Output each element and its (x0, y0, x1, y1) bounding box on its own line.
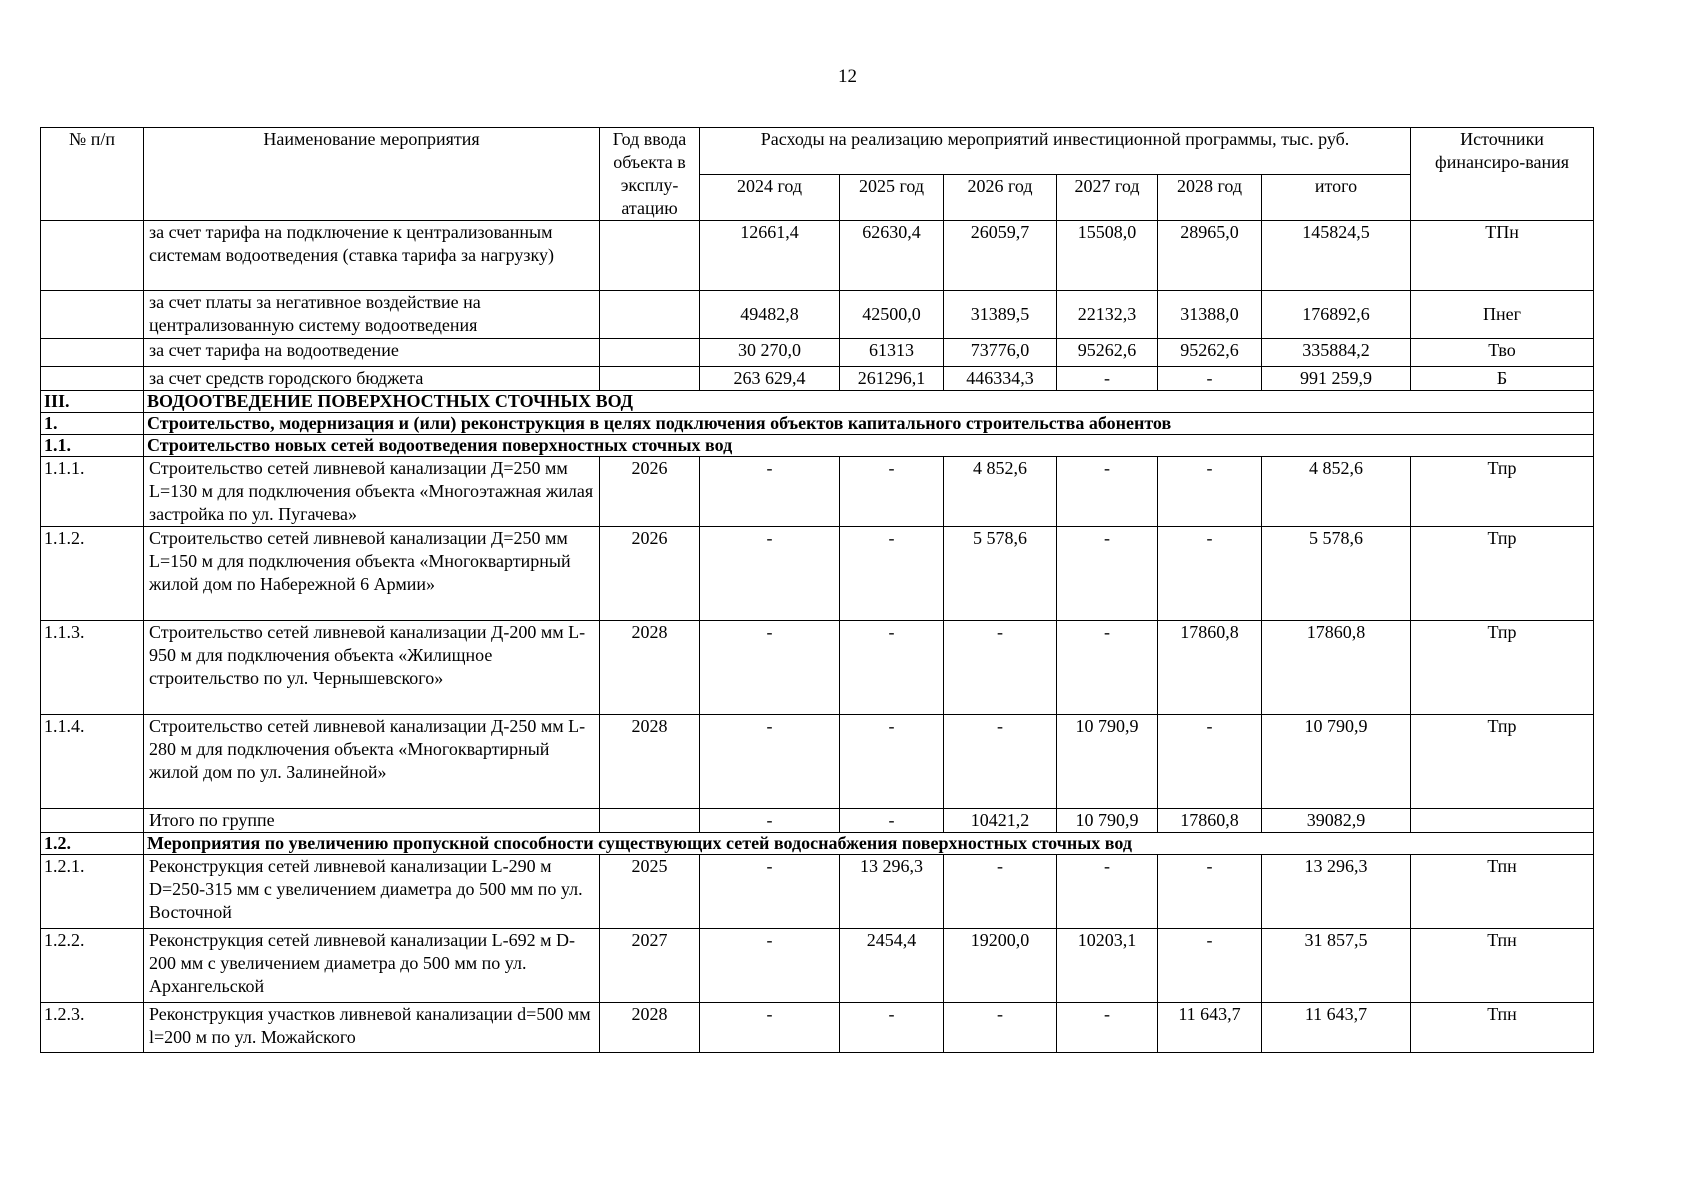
cell-total: 176892,6 (1262, 291, 1411, 339)
total-value: 10421,2 (944, 809, 1057, 833)
cell-value: 28965,0 (1158, 221, 1262, 291)
table-row (41, 715, 1594, 809)
cell-value: 263 629,4 (700, 367, 840, 391)
cell-name: за счет средств городского бюджета (144, 367, 600, 391)
cell-source: Б (1411, 367, 1594, 391)
cell-name: Реконструкция участков ливневой канализации d=500 мм l=200 м по ул. Можайского (144, 1003, 600, 1053)
group-total-row (41, 809, 1594, 833)
cell-value: - (700, 929, 840, 1003)
header-expenses: Расходы на реализацию мероприятий инвестиционной программы, тыс. руб. (700, 128, 1411, 175)
table-row (41, 621, 1594, 715)
cell-total: 4 852,6 (1262, 457, 1411, 527)
header-year-in: Год ввода объекта в эксплу-атацию (600, 128, 700, 221)
group-title: Мероприятия по увеличению пропускной способности существующих сетей водоснабжения поверхностных сточных вод (144, 833, 1594, 855)
cell-value: - (1158, 929, 1262, 1003)
cell-year: 2028 (600, 715, 700, 809)
cell-value: - (944, 1003, 1057, 1053)
group-num: 1.1. (41, 435, 144, 457)
header-year-2027: 2027 год (1057, 174, 1158, 221)
total-value: 39082,9 (1262, 809, 1411, 833)
cell-total: 17860,8 (1262, 621, 1411, 715)
cell-value: 446334,3 (944, 367, 1057, 391)
total-value: 17860,8 (1158, 809, 1262, 833)
group-row (41, 435, 1594, 457)
cell-value: - (1057, 855, 1158, 929)
header-year-2025: 2025 год (840, 174, 944, 221)
group-title: Строительство новых сетей водоотведения поверхностных сточных вод (144, 435, 1594, 457)
cell-value: - (944, 855, 1057, 929)
cell-year (600, 221, 700, 291)
cell-name: за счет платы за негативное воздействие на централизованную систему водоотведения (144, 291, 600, 339)
cell-total: 5 578,6 (1262, 527, 1411, 621)
cell-value: 22132,3 (1057, 291, 1158, 339)
cell-name: за счет тарифа на водоотведение (144, 339, 600, 367)
cell-num: 1.2.2. (41, 929, 144, 1003)
cell-value: - (700, 621, 840, 715)
cell-value: - (1158, 367, 1262, 391)
cell-year: 2028 (600, 621, 700, 715)
cell-value: - (1057, 457, 1158, 527)
cell-source: Тпр (1411, 457, 1594, 527)
cell-total: 335884,2 (1262, 339, 1411, 367)
cell-value: 19200,0 (944, 929, 1057, 1003)
cell-value: 15508,0 (1057, 221, 1158, 291)
cell-value: - (1158, 457, 1262, 527)
cell-value: - (700, 527, 840, 621)
cell-value: 49482,8 (700, 291, 840, 339)
funding-row (41, 367, 1594, 391)
cell-num: 1.2.1. (41, 855, 144, 929)
cell-value: 11 643,7 (1158, 1003, 1262, 1053)
cell-value: 42500,0 (840, 291, 944, 339)
header-num: № п/п (41, 128, 144, 221)
cell-value: - (1158, 527, 1262, 621)
cell-value: 13 296,3 (840, 855, 944, 929)
cell-num (41, 291, 144, 339)
investment-program-table (40, 127, 1594, 1053)
cell-value: - (840, 1003, 944, 1053)
cell-total: 10 790,9 (1262, 715, 1411, 809)
cell-source: Тпр (1411, 527, 1594, 621)
cell-year: 2028 (600, 1003, 700, 1053)
cell-source: Тво (1411, 339, 1594, 367)
header-name: Наименование мероприятия (144, 128, 600, 221)
cell-num: 1.1.3. (41, 621, 144, 715)
cell-source: Пнег (1411, 291, 1594, 339)
section-num: III. (41, 391, 144, 413)
cell-value: - (944, 715, 1057, 809)
cell-year: 2026 (600, 527, 700, 621)
header-year-2028: 2028 год (1158, 174, 1262, 221)
cell-source: Тпн (1411, 855, 1594, 929)
header-total: итого (1262, 174, 1411, 221)
table-row (41, 929, 1594, 1003)
cell-value: 5 578,6 (944, 527, 1057, 621)
section-title: ВОДООТВЕДЕНИЕ ПОВЕРХНОСТНЫХ СТОЧНЫХ ВОД (144, 391, 1594, 413)
section-num: 1. (41, 413, 144, 435)
cell-year: 2026 (600, 457, 700, 527)
cell-num: 1.1.2. (41, 527, 144, 621)
section-row (41, 391, 1594, 413)
cell-value: - (840, 527, 944, 621)
cell-year (600, 367, 700, 391)
cell-name: Строительство сетей ливневой канализации Д-200 мм L-950 м для подключения объекта «Жилищное строительство по ул. Чернышевского» (144, 621, 600, 715)
cell-year (600, 291, 700, 339)
cell-year (600, 809, 700, 833)
header-row (41, 128, 1594, 175)
cell-value: 17860,8 (1158, 621, 1262, 715)
cell-value: 95262,6 (1158, 339, 1262, 367)
cell-year: 2027 (600, 929, 700, 1003)
cell-value: - (840, 457, 944, 527)
table-row (41, 1003, 1594, 1053)
page-number: 12 (838, 66, 857, 87)
cell-name: Строительство сетей ливневой канализации Д-250 мм L-280 м для подключения объекта «Многоквартирный жилой дом по ул. Залинейной» (144, 715, 600, 809)
table-row (41, 527, 1594, 621)
cell-name: Реконструкция сетей ливневой канализации L-692 м D-200 мм с увеличением диаметра до 500 мм по ул. Архангельской (144, 929, 600, 1003)
cell-value: - (1057, 527, 1158, 621)
cell-value: 26059,7 (944, 221, 1057, 291)
cell-source: Тпн (1411, 1003, 1594, 1053)
cell-total: 13 296,3 (1262, 855, 1411, 929)
cell-value: - (840, 621, 944, 715)
group-num: 1.2. (41, 833, 144, 855)
cell-num (41, 367, 144, 391)
cell-total: 11 643,7 (1262, 1003, 1411, 1053)
cell-value: 61313 (840, 339, 944, 367)
cell-value: 12661,4 (700, 221, 840, 291)
cell-name: за счет тарифа на подключение к централизованным системам водоотведения (ставка тарифа за нагрузку) (144, 221, 600, 291)
cell-source: Тпр (1411, 715, 1594, 809)
cell-value: 31388,0 (1158, 291, 1262, 339)
cell-value: - (944, 621, 1057, 715)
cell-value: - (700, 855, 840, 929)
cell-value: 10 790,9 (1057, 715, 1158, 809)
cell-num (41, 221, 144, 291)
cell-value: 30 270,0 (700, 339, 840, 367)
cell-num (41, 339, 144, 367)
cell-value: 62630,4 (840, 221, 944, 291)
cell-name: Строительство сетей ливневой канализации Д=250 мм L=130 м для подключения объекта «Многоэтажная жилая застройка по ул. Пугачева» (144, 457, 600, 527)
cell-num: 1.1.4. (41, 715, 144, 809)
cell-source: Тпн (1411, 929, 1594, 1003)
cell-source: ТПн (1411, 221, 1594, 291)
cell-value: - (1158, 715, 1262, 809)
cell-value: - (1158, 855, 1262, 929)
cell-value: - (1057, 1003, 1158, 1053)
cell-value: - (700, 1003, 840, 1053)
header-year-2024: 2024 год (700, 174, 840, 221)
cell-name: Реконструкция сетей ливневой канализации L-290 м D=250-315 мм с увеличением диаметра до 500 мм по ул. Восточной (144, 855, 600, 929)
cell-source: Тпр (1411, 621, 1594, 715)
table-row (41, 855, 1594, 929)
cell-value: - (1057, 621, 1158, 715)
funding-row (41, 339, 1594, 367)
cell-value: 4 852,6 (944, 457, 1057, 527)
cell-total: 991 259,9 (1262, 367, 1411, 391)
header-sources: Источники финансиро-вания (1411, 128, 1594, 221)
cell-value: 95262,6 (1057, 339, 1158, 367)
cell-value: - (700, 715, 840, 809)
cell-value: 261296,1 (840, 367, 944, 391)
total-value: - (840, 809, 944, 833)
group-row (41, 833, 1594, 855)
funding-row (41, 221, 1594, 291)
cell-year (600, 339, 700, 367)
section-row (41, 413, 1594, 435)
cell-value: 10203,1 (1057, 929, 1158, 1003)
cell-value: - (840, 715, 944, 809)
cell-value: 73776,0 (944, 339, 1057, 367)
header-year-2026: 2026 год (944, 174, 1057, 221)
cell-total: 31 857,5 (1262, 929, 1411, 1003)
table-row (41, 457, 1594, 527)
total-value: - (700, 809, 840, 833)
cell-num (41, 809, 144, 833)
cell-year: 2025 (600, 855, 700, 929)
cell-name: Строительство сетей ливневой канализации Д=250 мм L=150 м для подключения объекта «Многоквартирный жилой дом по Набережной 6 Армии» (144, 527, 600, 621)
cell-total: 145824,5 (1262, 221, 1411, 291)
cell-num: 1.1.1. (41, 457, 144, 527)
total-value: 10 790,9 (1057, 809, 1158, 833)
cell-value: - (1057, 367, 1158, 391)
total-label: Итого по группе (144, 809, 600, 833)
funding-row (41, 291, 1594, 339)
cell-value: - (700, 457, 840, 527)
cell-value: 2454,4 (840, 929, 944, 1003)
cell-num: 1.2.3. (41, 1003, 144, 1053)
cell-source (1411, 809, 1594, 833)
section-title: Строительство, модернизация и (или) реконструкция в целях подключения объектов капитального строительства абонентов (144, 413, 1594, 435)
cell-value: 31389,5 (944, 291, 1057, 339)
